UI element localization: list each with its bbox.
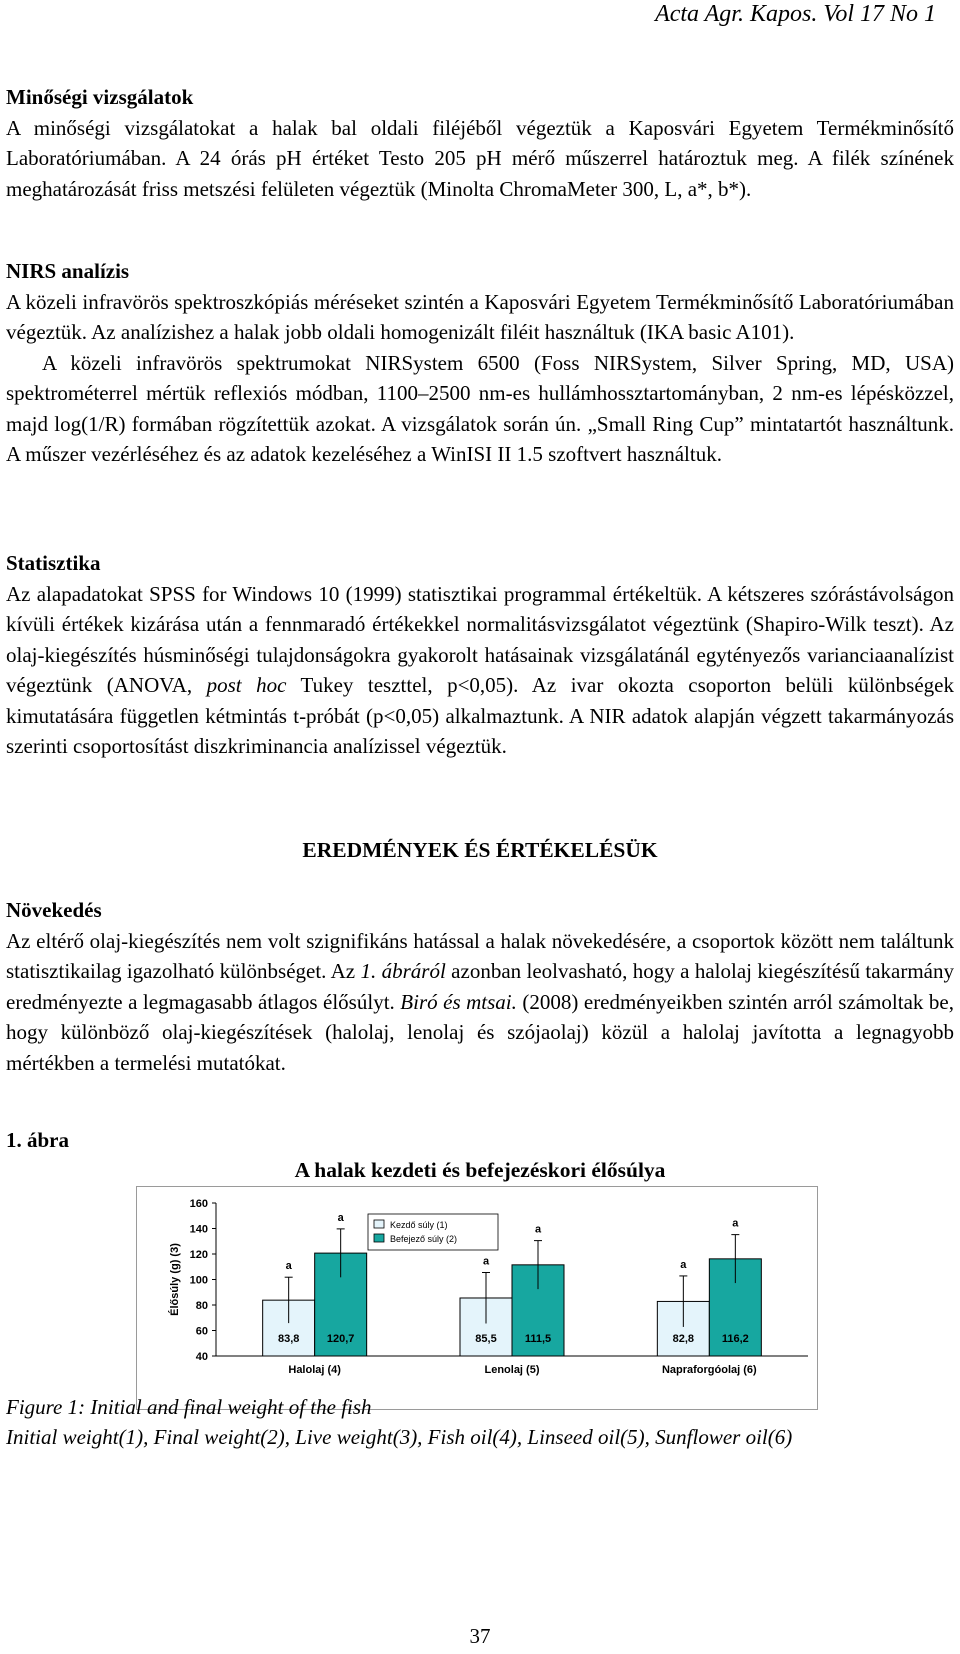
results-title: EREDMÉNYEK ÉS ÉRTÉKELÉSÜK <box>302 838 658 862</box>
y-tick-label: 120 <box>189 1249 208 1261</box>
y-tick-label: 80 <box>195 1300 208 1312</box>
legend-label: Kezdő súly (1) <box>390 1220 448 1230</box>
data-label: 82,8 <box>672 1333 695 1345</box>
figure-caption <box>6 1392 954 1452</box>
legend-swatch <box>374 1220 384 1228</box>
section-statistics <box>6 548 954 762</box>
text-run: Az eltérő olaj-kiegészítés nem volt szignifikáns hatással a halak növekedésére, a csoportok között nem találtunk statisztikailag igazolható különbséget. Az <box>6 928 954 983</box>
y-tick-label: 100 <box>189 1274 208 1287</box>
text-run: Tukey teszttel, p<0,05). Az ivar okozta csoporton belüli különbségek kimutatására független kétmintás t-próbát (p<0,05) alkalmaztunk. A NIR adatok alapján végzett takarmányozás szerinti csoportosítást diszkriminancia analízissel végeztük. <box>6 673 954 758</box>
section-quality <box>6 82 954 204</box>
section-heading: Minőségi vizsgálatok <box>6 85 194 109</box>
x-tick-label: Lenolaj (5) <box>484 1364 540 1376</box>
section-nirs <box>6 256 954 470</box>
data-label: 83,8 <box>277 1333 300 1345</box>
x-tick-label: Halolaj (4) <box>288 1364 341 1376</box>
significance-letter: a <box>482 1255 490 1268</box>
y-tick-label: 40 <box>195 1351 208 1363</box>
caption-line: Figure 1: Initial and final weight of the fish <box>6 1395 372 1419</box>
italic-reference: 1. ábráról <box>360 959 446 983</box>
italic-term: post hoc <box>206 673 287 697</box>
paragraph: A közeli infravörös spektrumokat NIRSystem 6500 (Foss NIRSystem, Silver Spring, MD, USA) spektrométerrel mértük reflexiós módban, 1100–2500 nm-es hullámhossztartományban, 2 nm-es lépésközzel, majd log(1/R) formában rögzítettük azokat. A vizsgálatok során ún. „Small Ring Cup” mintatartót használtunk. A műszer vezérléséhez és az adatok kezeléséhez a WinISI II 1.5 szoftvert használtuk. <box>6 350 954 466</box>
section-heading: NIRS analízis <box>6 259 130 283</box>
significance-letter: a <box>534 1223 542 1236</box>
legend-swatch <box>374 1234 384 1242</box>
y-tick-label: 160 <box>189 1198 208 1210</box>
data-label: 111,5 <box>524 1333 552 1345</box>
page-number: 37 <box>469 1624 491 1648</box>
data-label: 120,7 <box>326 1333 355 1345</box>
section-growth <box>6 895 954 1078</box>
section-heading: Statisztika <box>6 551 101 575</box>
text-run: Az alapadatokat SPSS for Windows 10 (1999) statisztikai programmal értékeltük. A kétszeres szórástávolságon kívüli értékek kizárása után a fennmaradó értékekkel normalitásvizsgálatot végeztünk (Shapiro-Wilk teszt). Az olaj-kiegészítés húsminőségi tulajdonságokra gyakorolt hatásainak vizsgálatánál egytényezős varianciaanalízist végeztünk (ANOVA, <box>6 581 954 697</box>
running-header: Acta Agr. Kapos. Vol 17 No 1 <box>655 1 936 27</box>
italic-citation: Biró és mtsai. <box>400 989 517 1014</box>
bar-chart <box>136 1186 818 1410</box>
significance-letter: a <box>732 1217 739 1230</box>
paragraph: A minőségi vizsgálatokat a halak bal oldali filéjéből végeztük a Kaposvári Egyetem Termékminősítő Laboratóriumában. A 24 órás pH értéket Testo 205 pH mérő műszerrel határoztuk meg. A filék színének meghatározását friss metszési felületen végeztük (Minolta ChromaMeter 300, L, a*, b*). <box>6 115 954 201</box>
figure-label: 1. ábra <box>6 1128 69 1152</box>
y-tick-label: 140 <box>189 1223 208 1236</box>
caption-line: Initial weight(1), Final weight(2), Live weight(3), Fish oil(4), Linseed oil(5), Sunflower oil(6) <box>6 1425 793 1449</box>
section-heading: Növekedés <box>6 898 102 922</box>
paragraph: A közeli infravörös spektroszkópiás méréseket szintén a Kaposvári Egyetem Termékminősítő Laboratóriumában végeztük. Az analízishez a halak jobb oldali homogenizált filéit használtuk (IKA basic A101). <box>6 289 954 344</box>
y-tick-label: 60 <box>195 1325 208 1338</box>
y-axis-label: Élősúly (g) (3) <box>169 1243 181 1316</box>
significance-letter: a <box>285 1260 292 1273</box>
legend-label: Befejező súly (2) <box>390 1234 458 1244</box>
text-run: azonban leolvasható, hogy a halolaj kiegészítésű takarmány eredményezte a legmagasabb átlagos élősúlyt. <box>6 959 955 1014</box>
data-label: 85,5 <box>475 1333 497 1345</box>
figure-title: A halak kezdeti és befejezéskori élősúlya <box>294 1158 666 1182</box>
paragraph <box>6 926 954 1079</box>
text-run: (2008) eredményeikben szintén arról számoltak be, hogy különböző olaj-kiegészítések (halolaj, lenolaj és szójaolaj) közül a halolaj javította a legnagyobb mértékben a termelési mutatókat. <box>6 989 954 1075</box>
significance-letter: a <box>680 1258 687 1271</box>
data-label: 116,2 <box>721 1333 749 1345</box>
significance-letter: a <box>337 1211 344 1224</box>
x-tick-label: Napraforgóolaj (6) <box>661 1364 757 1376</box>
paragraph <box>6 579 954 762</box>
